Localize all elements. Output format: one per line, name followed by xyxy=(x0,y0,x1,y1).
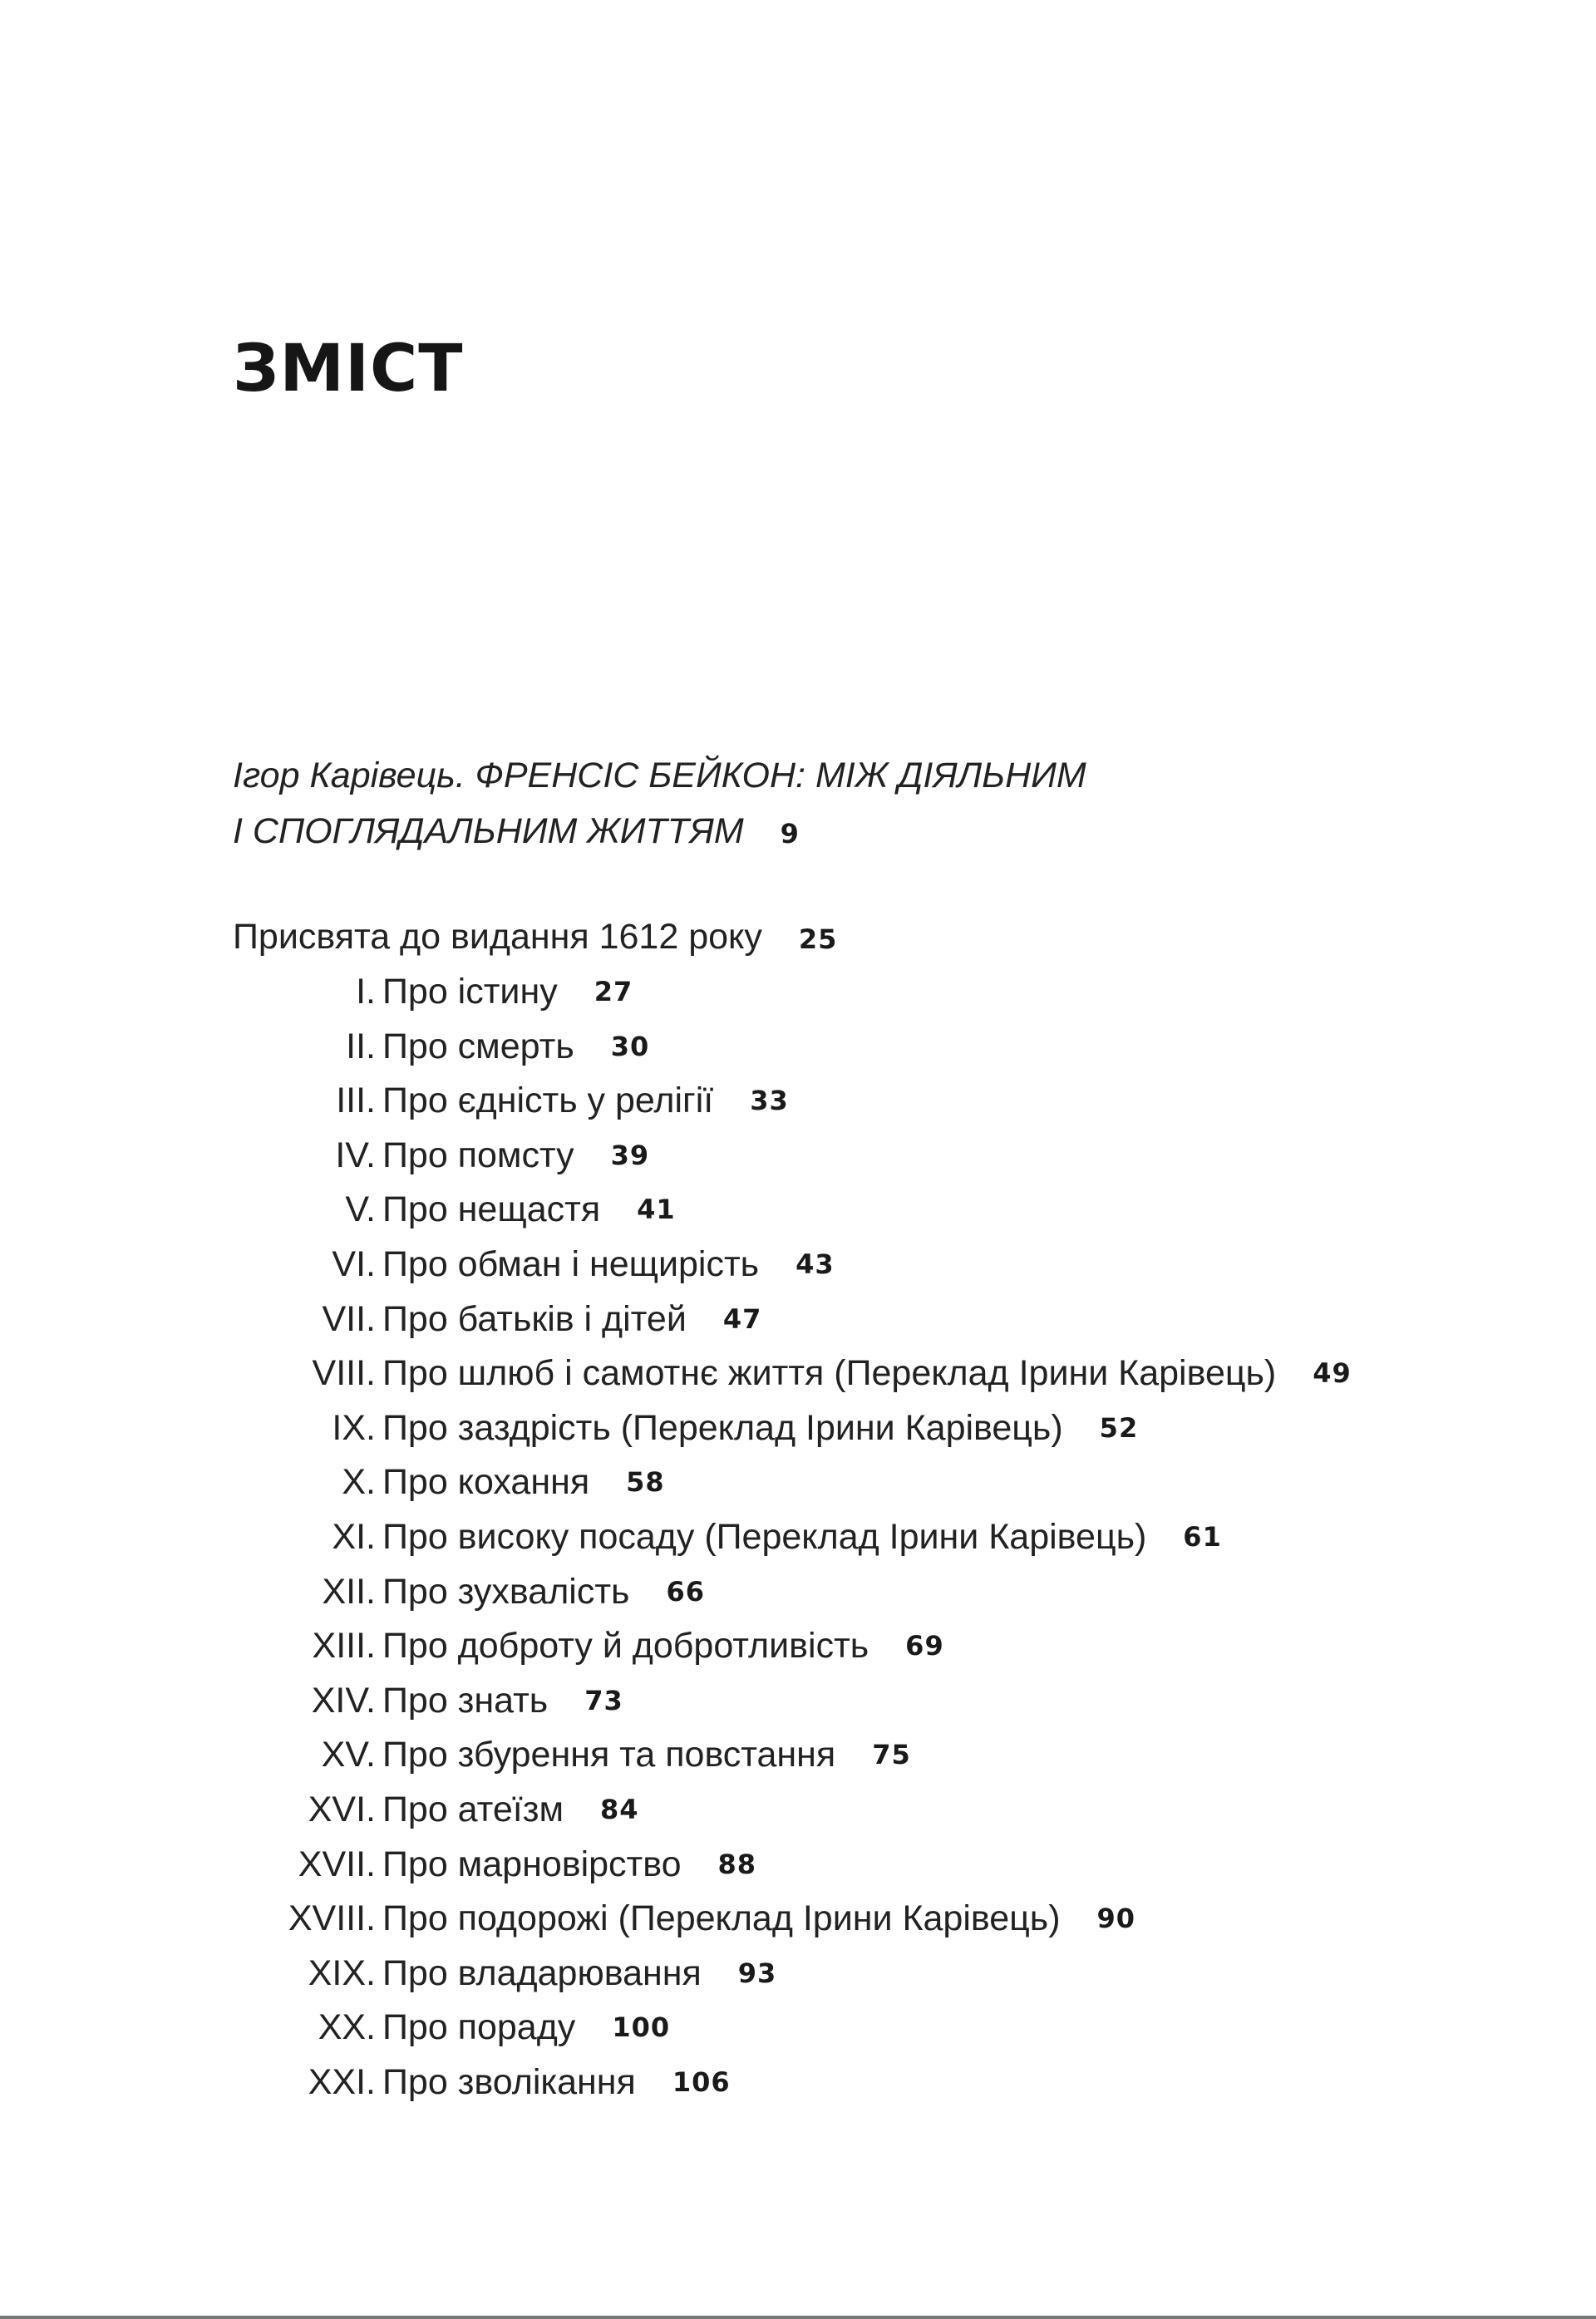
toc-entry-number: XV. xyxy=(321,1735,376,1775)
toc-entry-title: Про обман і нещирість xyxy=(382,1243,760,1284)
toc-entry-page: 66 xyxy=(666,1575,705,1608)
toc-entry-number: III. xyxy=(336,1081,376,1121)
toc-entry-title: Про зухвалість xyxy=(382,1571,630,1612)
toc-entry[interactable] xyxy=(233,1238,1352,1293)
toc-entry-number: VII. xyxy=(322,1298,376,1339)
toc-entry-title: Про зволікання xyxy=(382,2061,636,2102)
toc-entry[interactable] xyxy=(233,1293,1352,1348)
toc-entry-page: 100 xyxy=(612,2011,671,2044)
toc-entry[interactable] xyxy=(233,1075,1352,1130)
toc-entry-title: Про єдність у релігії xyxy=(382,1081,714,1121)
intro-title-line-1: Ігор Карівець. ФРЕНСІС БЕЙКОН: МІЖ ДІЯЛЬНИМ xyxy=(233,756,1086,795)
toc-entry[interactable] xyxy=(233,1511,1352,1566)
toc-list xyxy=(233,966,1352,2110)
toc-entry-number: VI. xyxy=(332,1243,376,1284)
toc-entry-title: Про нещастя xyxy=(382,1189,601,1230)
toc-entry-title: Про марновірство xyxy=(382,1844,682,1884)
toc-entry-number: XIII. xyxy=(312,1626,376,1667)
toc-entry[interactable] xyxy=(233,1947,1352,2002)
toc-entry-title: Про шлюб і самотнє життя (Переклад Ірини Карівець) xyxy=(382,1353,1277,1394)
toc-entry-page: 61 xyxy=(1183,1520,1222,1553)
toc-entry-number: XII. xyxy=(322,1571,376,1612)
toc-entry-page: 49 xyxy=(1313,1357,1352,1390)
toc-entry-page: 30 xyxy=(610,1030,650,1062)
toc-entry-number: XXI. xyxy=(308,2061,376,2102)
toc-entry-title: Про смерть xyxy=(382,1026,574,1066)
toc-entry-page: 106 xyxy=(672,2065,731,2098)
toc-entry[interactable] xyxy=(233,1675,1352,1730)
toc-entry-page: 27 xyxy=(594,976,633,1007)
toc-entry-number: XI. xyxy=(332,1516,376,1557)
toc-entry-title: Про батьків і дітей xyxy=(382,1298,687,1339)
toc-entry-page: 69 xyxy=(905,1630,944,1662)
toc-entry-number: X. xyxy=(342,1462,376,1503)
toc-entry[interactable] xyxy=(233,1566,1352,1621)
toc-entry-page: 88 xyxy=(717,1848,757,1880)
page-title: ЗМІСТ xyxy=(233,332,464,406)
toc-entry-number: XX. xyxy=(318,2007,376,2048)
toc-entry-number: I. xyxy=(356,972,376,1012)
toc-entry-number: VIII. xyxy=(312,1353,376,1394)
toc-entry-title: Про заздрість (Переклад Ірини Карівець) xyxy=(382,1407,1063,1448)
toc-entry[interactable] xyxy=(233,1130,1352,1184)
toc-entry-page: 73 xyxy=(584,1684,623,1716)
toc-entry[interactable] xyxy=(233,966,1352,1021)
toc-entry-page: 41 xyxy=(637,1194,676,1226)
toc-entry-title: Про помсту xyxy=(382,1135,574,1175)
toc-entry-page: 58 xyxy=(626,1466,665,1499)
toc-entry-number: II. xyxy=(346,1026,376,1066)
toc-entry-page: 33 xyxy=(750,1085,789,1117)
toc-entry-title: Про високу посаду (Переклад Ірини Карівець) xyxy=(382,1516,1147,1557)
toc-entry-title: Про кохання xyxy=(382,1462,590,1503)
toc-entry-number: XVI. xyxy=(308,1789,376,1829)
toc-entry[interactable] xyxy=(233,2056,1352,2111)
page-bottom-divider xyxy=(0,2316,1596,2319)
toc-entry-page: 47 xyxy=(722,1302,762,1335)
toc-entry-title: Про знать xyxy=(382,1680,549,1721)
intro-title-line-2-text: І СПОГЛЯДАЛЬНИМ ЖИТТЯМ xyxy=(233,811,744,851)
toc-entry-title: Про атеїзм xyxy=(382,1789,564,1829)
dedication-page-number: 25 xyxy=(798,923,838,955)
toc-entry-number: XIX. xyxy=(308,1952,376,1993)
toc-entry-number: V. xyxy=(345,1189,376,1230)
toc-entry-title: Про збурення та повстання xyxy=(382,1735,836,1775)
dedication-title: Присвята до видання 1612 року xyxy=(233,917,762,957)
toc-entry[interactable] xyxy=(233,1620,1352,1675)
toc-entry[interactable] xyxy=(233,1784,1352,1839)
toc-intro-entry[interactable] xyxy=(233,748,1086,862)
toc-entry-title: Про істину xyxy=(382,972,558,1012)
toc-entry-number: XIV. xyxy=(311,1680,376,1721)
toc-entry[interactable] xyxy=(233,2001,1352,2056)
toc-entry-page: 75 xyxy=(872,1739,911,1771)
toc-entry-title: Про пораду xyxy=(382,2007,576,2048)
toc-entry-page: 90 xyxy=(1096,1903,1136,1935)
toc-entry-page: 52 xyxy=(1099,1411,1139,1444)
toc-entry-page: 39 xyxy=(610,1139,650,1171)
toc-entry-title: Про владарювання xyxy=(382,1952,702,1993)
toc-entry[interactable] xyxy=(233,1839,1352,1893)
toc-entry-page: 84 xyxy=(600,1793,639,1825)
toc-entry-page: 43 xyxy=(796,1248,835,1280)
toc-entry-page: 93 xyxy=(737,1957,777,1989)
toc-entry-number: IX. xyxy=(332,1407,376,1448)
toc-entry[interactable] xyxy=(233,1729,1352,1784)
toc-entry-number: XVIII. xyxy=(288,1898,376,1939)
intro-title-line-2 xyxy=(233,804,1086,862)
toc-entry[interactable] xyxy=(233,1893,1352,1947)
toc-entry[interactable] xyxy=(233,1456,1352,1511)
toc-entry-number: XVII. xyxy=(298,1844,376,1884)
toc-entry-title: Про доброту й добротливість xyxy=(382,1626,869,1667)
toc-entry-number: IV. xyxy=(335,1135,376,1175)
toc-entry[interactable] xyxy=(233,1021,1352,1076)
toc-entry[interactable] xyxy=(233,1184,1352,1238)
toc-entry-title: Про подорожі (Переклад Ірини Карівець) xyxy=(382,1898,1061,1939)
toc-entry[interactable] xyxy=(233,1347,1352,1402)
toc-dedication-entry[interactable] xyxy=(233,911,837,965)
toc-entry[interactable] xyxy=(233,1402,1352,1457)
intro-page-number: 9 xyxy=(780,818,800,849)
